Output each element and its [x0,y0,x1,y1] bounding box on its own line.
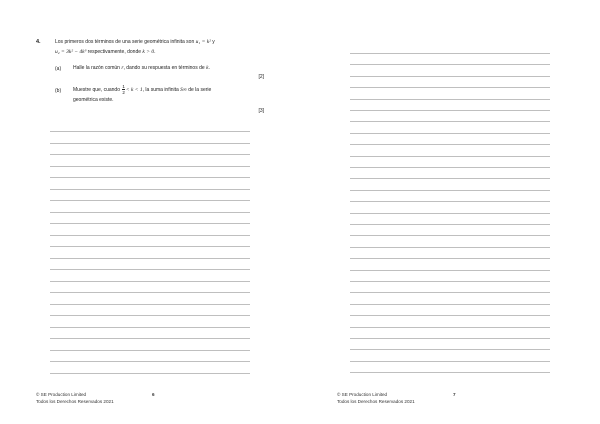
answer-line [50,189,250,190]
intro-conjunction: y [212,39,215,45]
part-b-text [73,84,258,105]
term-1: u₁ = k² [195,39,211,45]
intro-period: . [154,49,156,55]
answer-line [350,338,550,339]
answer-line [50,200,250,201]
answer-line [50,350,250,351]
answer-line [350,270,550,271]
answer-line [50,281,250,282]
answer-line [50,131,250,132]
answer-line [350,201,550,202]
answer-line [50,258,250,259]
answer-line [350,281,550,282]
rights-right: Todos los Derechos Reservados 2021 [337,398,415,404]
answer-line [350,372,550,373]
part-a-text-mid: , dando su respuesta en términos de [123,65,205,71]
answer-line [350,64,550,65]
intro-text-end: respectivamente, donde [87,49,142,55]
answer-line [350,178,550,179]
footer-right [337,392,415,405]
ratio-var: r [121,65,124,71]
answer-line [350,361,550,362]
answer-line [350,133,550,134]
page-number-left: 6 [152,392,155,397]
answer-line [350,247,550,248]
part-b-marks: [3] [258,108,264,114]
part-a-period: . [208,65,210,71]
answer-line [350,156,550,157]
part-b-text-end: de la serie [188,86,212,93]
answer-line [50,373,250,374]
answer-line [350,110,550,111]
answer-line [50,235,250,236]
answer-line [350,121,550,122]
k-inequality: < k < 1 [125,86,143,93]
part-b-text-start: Muestre que, cuando [73,86,120,93]
answer-line [50,269,250,270]
part-a-text [73,63,258,73]
sum-var: S∞ [180,86,187,93]
answer-line [50,223,250,224]
condition: k > 0 [142,49,155,55]
answer-line [350,315,550,316]
answer-line [50,315,250,316]
answer-line [350,292,550,293]
answer-line [50,327,250,328]
answer-line [350,213,550,214]
answer-line [350,304,550,305]
answer-line [350,190,550,191]
copyright-right: © SE Production Limited [337,392,388,397]
question-number: 4. [36,39,41,45]
frac-num: 1 [122,84,125,89]
part-b-text-mid: , la suma infinita [142,86,179,93]
answer-line [50,177,250,178]
answer-line [350,224,550,225]
answer-line [350,144,550,145]
answer-line [50,154,250,155]
part-b-label: (b) [55,88,62,94]
copyright-left: © SE Production Limited [36,392,87,397]
answer-line [350,53,550,54]
page-number-right: 7 [453,392,456,397]
answer-line [350,349,550,350]
answer-line [50,338,250,339]
answer-line [350,76,550,77]
part-a-label: (a) [55,66,62,72]
question-intro [55,37,255,57]
answer-line [350,258,550,259]
answer-line [50,212,250,213]
answer-line [350,235,550,236]
term-2: u₂ = 3k² − 4k³ [55,49,87,55]
answer-line [350,99,550,100]
answer-line [50,292,250,293]
answer-line [50,166,250,167]
right-page [300,0,600,424]
rights-left: Todos los Derechos Reservados 2021 [36,398,114,404]
footer-left [36,392,114,405]
frac-den: 2 [122,90,125,95]
answer-line [50,246,250,247]
answer-line [350,167,550,168]
answer-line [350,87,550,88]
answer-line [50,361,250,362]
answer-line [50,304,250,305]
part-a-text-start: Halle la razón común [73,65,120,71]
answer-line [350,327,550,328]
fraction-half [122,84,125,95]
k-var: k [206,65,209,71]
answer-line [50,143,250,144]
part-a-marks: [2] [258,74,264,80]
intro-text: Los primeros dos términos de una serie geométrica infinita son [55,39,195,45]
part-b-line2: geométrica existe. [73,97,114,103]
